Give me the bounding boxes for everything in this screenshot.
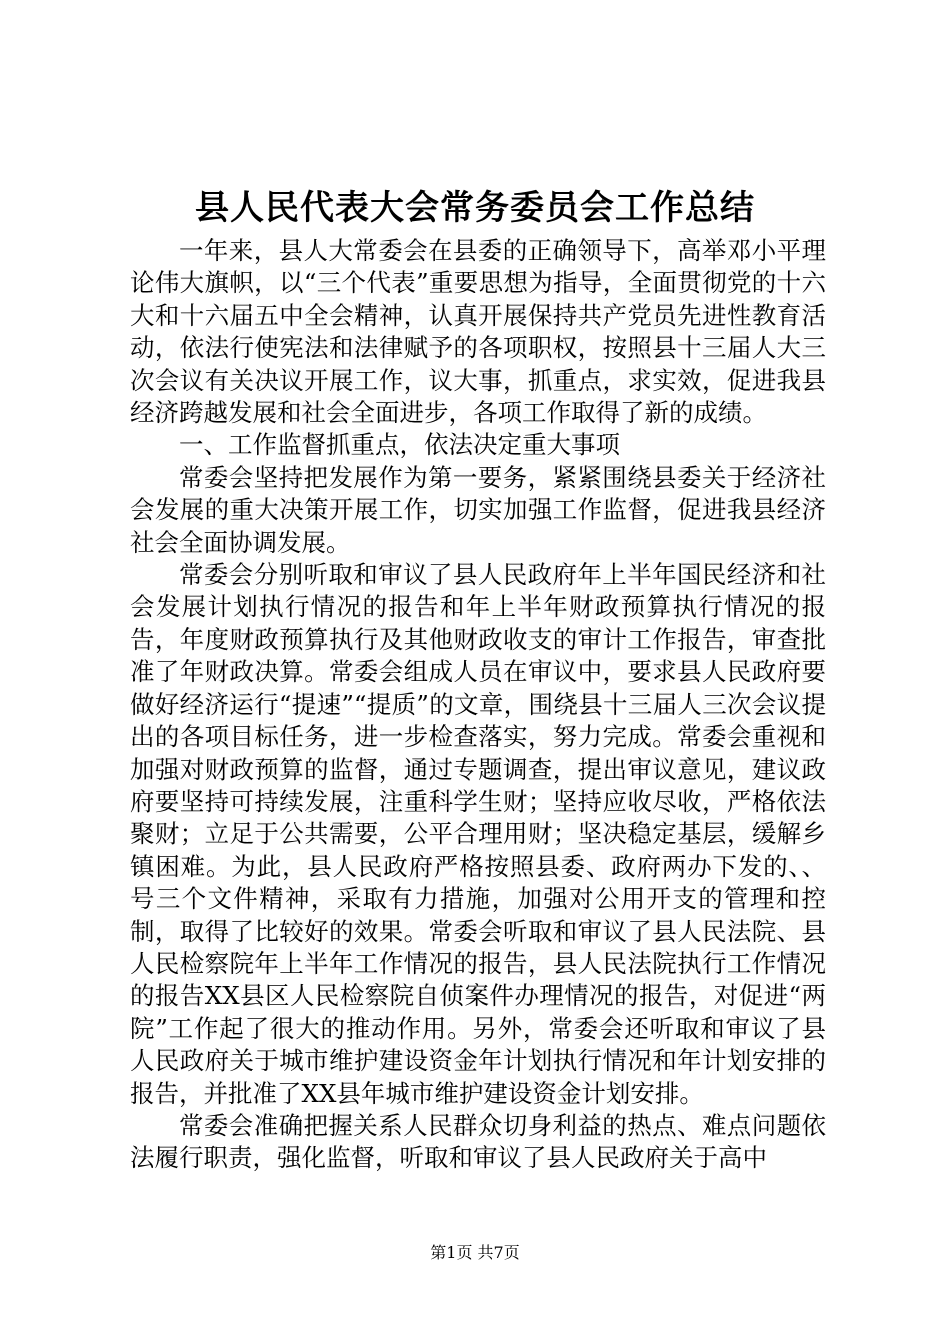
paragraph-supervision: 常委会分别听取和审议了县人民政府年上半年国民经济和社会发展计划执行情况的报告和年上半年财政预算执行情况的报告，年度财政预算执行及其他财政收支的审计工作报告，审查批准了年财政决算。常委会组成人员在审议中，要求县人民政府要做好经济运行“提速”“提质”的文章，围绕县十三届人三次会议提出的各项目标任务，进一步检查落实，努力完成。常委会重视和加强对财政预算的监督，通过专题调查，提出审议意见，建议政府要坚持可持续发展，注重科学生财；坚持应收尽收，严格依法聚财；立足于公共需要，公平合理用财；坚决稳定基层，缓解乡镇困难。为此，县人民政府严格按照县委、政府两办下发的、、号三个文件精神，采取有力措施，加强对公用开支的管理和控制，取得了比较好的效果。常委会听取和审议了县人民法院、县人民检察院年上半年工作情况的报告，县人民法院执行工作情况的报告XX县区人民检察院自侦案件办理情况的报告，对促进“两院”工作起了很大的推动作用。另外，常委会还听取和审议了县人民政府关于城市维护建设资金年计划执行情况和年计划安排的报告，并批准了XX县年城市维护建设资金计划安排。: [130, 560, 826, 1108]
document-title: 县人民代表大会常务委员会工作总结: [195, 188, 755, 228]
paragraph-intro: 一年来，县人大常委会在县委的正确领导下，高举邓小平理论伟大旗帜，以“三个代表”重要思想为指导，全面贯彻党的十六大和十六届五中全会精神，认真开展保持共产党员先进性教育活动，依法行使宪法和法律赋予的各项职权，按照县十三届人大三次会议有关决议开展工作，议大事，抓重点，求实效，促进我县经济跨越发展和社会全面进步，各项工作取得了新的成绩。: [130, 236, 826, 428]
document-body: [130, 235, 826, 1175]
paragraph-development: 常委会坚持把发展作为第一要务，紧紧围绕县委关于经济社会发展的重大决策开展工作，切实加强工作监督，促进我县经济社会全面协调发展。: [130, 462, 826, 557]
paragraph-hotspots: 常委会准确把握关系人民群众切身利益的热点、难点问题依法履行职责，强化监督，听取和审议了县人民政府关于高中: [130, 1110, 826, 1173]
page-number: 第1页 共7页: [430, 1243, 520, 1262]
section-heading: 一、工作监督抓重点，依法决定重大事项: [179, 430, 620, 460]
